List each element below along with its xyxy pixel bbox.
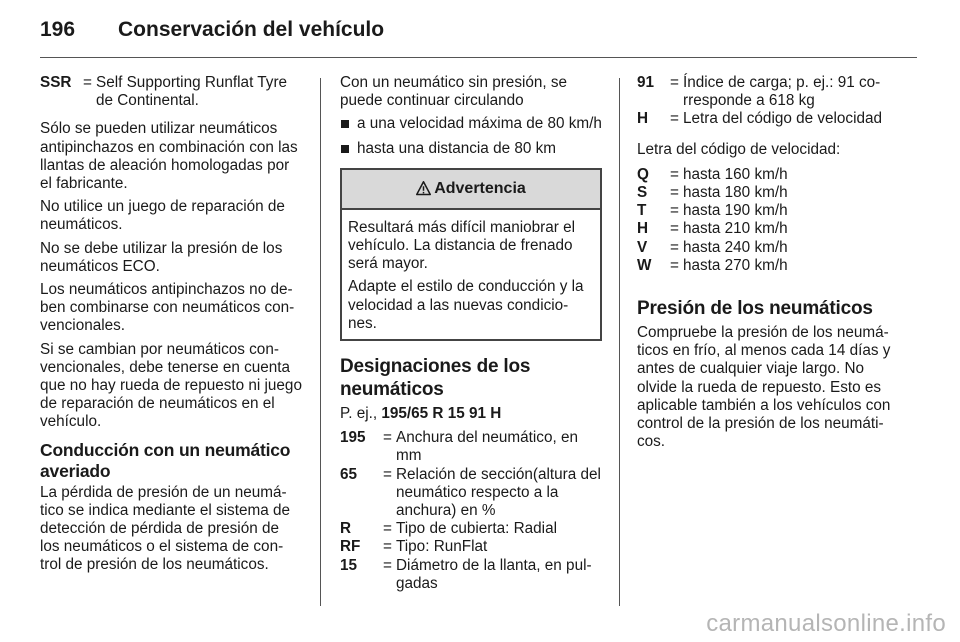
definition-term: 65 xyxy=(340,465,358,483)
definition-equals: = xyxy=(83,74,92,91)
paragraph: Letra del código de velocidad: xyxy=(637,140,841,158)
definition-term: 91 xyxy=(637,74,655,91)
paragraph: Si se cambian por neumáticos con-vencionales, debe tenerse en cuenta que no hay rueda de repuesto ni juego de reparación de neumáticos en el vehículo. xyxy=(40,340,302,431)
definition-text: Tipo de cubierta: Radial xyxy=(396,520,557,538)
definition-equals: = xyxy=(383,429,392,447)
definition-text: Diámetro de la llanta, en pul-gadas xyxy=(396,556,592,592)
section-heading: Designaciones de los neumáticos xyxy=(340,356,531,401)
page-title: Conservación del vehículo xyxy=(118,18,385,41)
speed-row xyxy=(637,257,902,275)
definition-equals: = xyxy=(383,465,392,483)
definition-equals: = xyxy=(670,238,679,256)
paragraph: Resultará más difícil maniobrar el vehículo. La distancia de frenado será mayor. xyxy=(348,218,575,273)
example-code: 195/65 R 15 91 H xyxy=(381,405,502,423)
definition-term: H xyxy=(637,110,649,128)
definition-text: Relación de sección(altura del neumático respecto a la anchura) en % xyxy=(396,465,601,520)
definition-ssr xyxy=(40,74,302,110)
definition-row xyxy=(637,110,902,128)
paragraph: Con un neumático sin presión, se puede continuar circulando xyxy=(340,74,568,110)
definition-equals: = xyxy=(383,556,392,574)
page-header xyxy=(40,18,384,48)
section-heading: Presión de los neumáticos xyxy=(637,298,873,320)
speed-value: hasta 190 km/h xyxy=(683,202,788,220)
example-prefix: P. ej., xyxy=(340,405,382,423)
definition-equals: = xyxy=(670,256,679,274)
speed-row xyxy=(637,220,902,238)
speed-value: hasta 240 km/h xyxy=(683,238,788,256)
paragraph: La pérdida de presión de un neumá-tico se indica mediante el sistema de detección de pérdida de presión de los neumáticos o el sistema de con-trol de presión de los neumáticos. xyxy=(40,483,290,574)
definition-equals: = xyxy=(670,184,679,202)
definition-term: 195 xyxy=(340,429,366,447)
speed-letter: T xyxy=(637,202,647,220)
definition-text: Tipo: RunFlat xyxy=(396,538,488,556)
definition-text: Anchura del neumático, en mm xyxy=(396,429,578,465)
list-item xyxy=(340,115,602,134)
speed-value: hasta 210 km/h xyxy=(683,220,788,238)
speed-letter: W xyxy=(637,256,652,274)
definition-equals: = xyxy=(670,74,679,91)
warning-box xyxy=(340,168,602,341)
warning-header xyxy=(342,170,600,210)
list-item-text: hasta una distancia de 80 km xyxy=(357,139,556,157)
definition-equals: = xyxy=(670,165,679,183)
warning-body xyxy=(342,210,600,339)
definition-row xyxy=(340,466,602,521)
column-3 xyxy=(637,74,902,456)
definition-equals: = xyxy=(383,538,392,556)
paragraph: Los neumáticos antipinchazos no de-ben combinarse con neumáticos con-vencionales. xyxy=(40,281,295,335)
definition-text: Letra del código de velocidad xyxy=(683,110,883,128)
definition-term: RF xyxy=(340,538,361,556)
definition-equals: = xyxy=(670,220,679,238)
column-divider xyxy=(619,78,620,606)
speed-value: hasta 270 km/h xyxy=(683,256,788,274)
speed-row xyxy=(637,239,902,257)
definition-row xyxy=(340,520,602,538)
definition-row xyxy=(340,538,602,556)
definition-row xyxy=(637,74,902,110)
speed-letter: Q xyxy=(637,165,649,183)
paragraph: No utilice un juego de reparación de neumáticos. xyxy=(40,198,285,234)
definition-term: R xyxy=(340,520,352,538)
example-line xyxy=(340,405,602,423)
list-item-text: a una velocidad máxima de 80 km/h xyxy=(357,115,602,133)
speed-row xyxy=(637,166,902,184)
speed-row xyxy=(637,202,902,220)
definition-row xyxy=(340,429,602,465)
page-number: 196 xyxy=(40,18,76,41)
column-divider xyxy=(320,78,321,606)
paragraph: No se debe utilizar la presión de los neumáticos ECO. xyxy=(40,239,283,275)
definition-equals: = xyxy=(383,520,392,538)
definition-row xyxy=(340,557,602,593)
warning-triangle-icon xyxy=(416,181,431,196)
column-1 xyxy=(40,74,302,580)
speed-letter: H xyxy=(637,220,649,238)
section-heading: Conducción con un neumático averiado xyxy=(40,439,291,481)
speed-letter: V xyxy=(637,238,648,256)
warning-title: Advertencia xyxy=(434,179,526,197)
bullet-icon xyxy=(340,140,357,159)
definition-text: Self Supporting Runflat Tyre de Continental. xyxy=(96,74,288,110)
definition-equals: = xyxy=(670,202,679,220)
definition-text: Índice de carga; p. ej.: 91 co-rresponde a 618 kg xyxy=(683,74,881,110)
speed-letter: S xyxy=(637,184,648,202)
paragraph: Compruebe la presión de los neumá-ticos en frío, al menos cada 14 días y antes de cualquier viaje largo. No olvide la rueda de repuesto. Esto es aplicable también a los vehículos con control de la presión de los neumáti-cos. xyxy=(637,324,891,451)
definition-term: SSR xyxy=(40,74,72,91)
speed-row xyxy=(637,184,902,202)
list-item xyxy=(340,140,602,159)
bullet-icon xyxy=(340,115,357,134)
header-rule xyxy=(40,57,917,58)
speed-value: hasta 160 km/h xyxy=(683,165,788,183)
watermark: carmanualsonline.info xyxy=(706,610,946,637)
definition-equals: = xyxy=(670,110,679,128)
speed-value: hasta 180 km/h xyxy=(683,184,788,202)
column-2 xyxy=(340,74,602,593)
definition-term: 15 xyxy=(340,556,358,574)
paragraph: Sólo se pueden utilizar neumáticos antipinchazos en combinación con las llantas de aleación homologadas por el fabricante. xyxy=(40,120,298,193)
paragraph: Adapte el estilo de conducción y la velocidad a las nuevas condicio-nes. xyxy=(348,278,584,332)
